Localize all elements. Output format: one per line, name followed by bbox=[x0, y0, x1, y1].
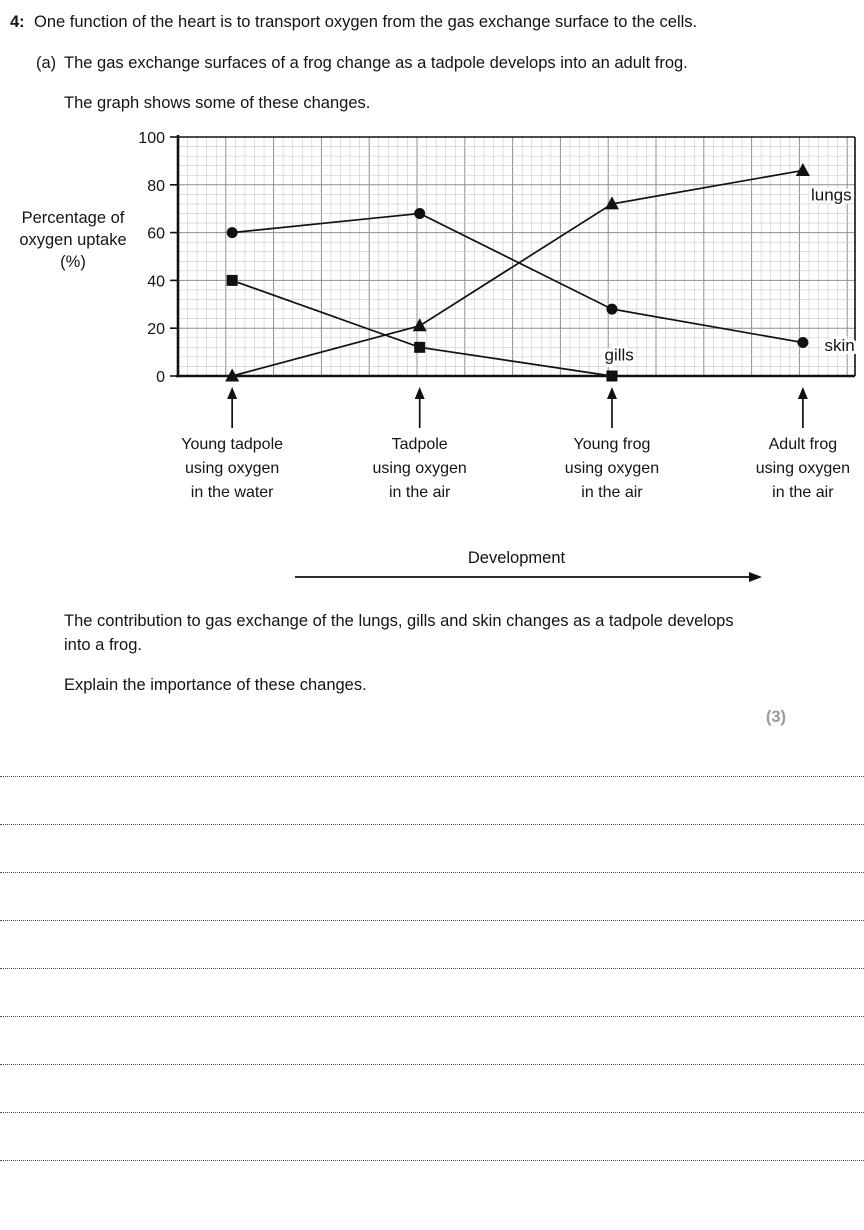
answer-line bbox=[0, 873, 864, 921]
post-graph-text: The contribution to gas exchange of the lungs, gills and skin changes as a tadpole develops into a frog. bbox=[64, 612, 734, 654]
square-marker-gills bbox=[414, 342, 425, 353]
x-axis-annotation: Development bbox=[467, 549, 566, 567]
stage-arrow-icon bbox=[415, 387, 425, 399]
circle-marker-skin bbox=[797, 337, 808, 348]
explain-instruction: Explain the importance of these changes. bbox=[64, 676, 367, 694]
stage-label: Young tadpole using oxygen in the water bbox=[181, 436, 284, 501]
y-tick-label: 20 bbox=[147, 321, 165, 339]
series-label-lungs: lungs bbox=[810, 185, 852, 205]
question-header bbox=[0, 0, 864, 34]
stage-arrow-icon bbox=[227, 387, 237, 399]
y-tick-label: 80 bbox=[147, 177, 165, 195]
square-marker-gills bbox=[606, 371, 617, 382]
answer-lines-area bbox=[0, 729, 864, 1161]
chart-svg bbox=[124, 125, 864, 591]
series-label-skin: skin bbox=[824, 335, 855, 355]
answer-line bbox=[0, 1113, 864, 1161]
answer-line bbox=[0, 729, 864, 777]
answer-line bbox=[0, 777, 864, 825]
stage-arrow-icon bbox=[798, 387, 808, 399]
oxygen-uptake-chart bbox=[0, 125, 864, 591]
question-number: 4: bbox=[10, 13, 25, 31]
part-a-label: (a) bbox=[36, 54, 57, 72]
graph-caption: The graph shows some of these changes. bbox=[64, 94, 371, 112]
y-axis-label: Percentage of oxygen uptake (%) bbox=[19, 209, 127, 271]
square-marker-gills bbox=[227, 275, 238, 286]
y-tick-label: 60 bbox=[147, 225, 165, 243]
y-tick-label: 100 bbox=[138, 130, 165, 147]
y-tick-label: 0 bbox=[156, 369, 165, 386]
answer-line bbox=[0, 825, 864, 873]
stage-label: Young frog using oxygen in the air bbox=[564, 436, 660, 501]
marks-badge: (3) bbox=[765, 708, 786, 726]
circle-marker-skin bbox=[606, 304, 617, 315]
part-a-text: The gas exchange surfaces of a frog change as a tadpole develops into an adult frog. bbox=[64, 54, 688, 72]
y-tick-label: 40 bbox=[147, 273, 165, 291]
answer-line bbox=[0, 969, 864, 1017]
circle-marker-skin bbox=[414, 208, 425, 219]
oxygen-uptake-figure bbox=[0, 125, 864, 597]
series-label-gills: gills bbox=[604, 345, 634, 365]
answer-line bbox=[0, 1065, 864, 1113]
development-arrow-icon bbox=[749, 572, 762, 582]
answer-line bbox=[0, 921, 864, 969]
answer-line bbox=[0, 1017, 864, 1065]
triangle-marker-lungs bbox=[796, 163, 810, 176]
triangle-marker-lungs bbox=[413, 318, 427, 331]
stage-label: Tadpole using oxygen in the air bbox=[372, 436, 467, 501]
question-intro: One function of the heart is to transport oxygen from the gas exchange surface to the cells. bbox=[34, 13, 698, 31]
circle-marker-skin bbox=[227, 227, 238, 238]
stage-label: Adult frog using oxygen in the air bbox=[755, 436, 851, 501]
series-line-lungs bbox=[232, 170, 803, 376]
stage-arrow-icon bbox=[607, 387, 617, 399]
question-part-a bbox=[0, 34, 864, 75]
